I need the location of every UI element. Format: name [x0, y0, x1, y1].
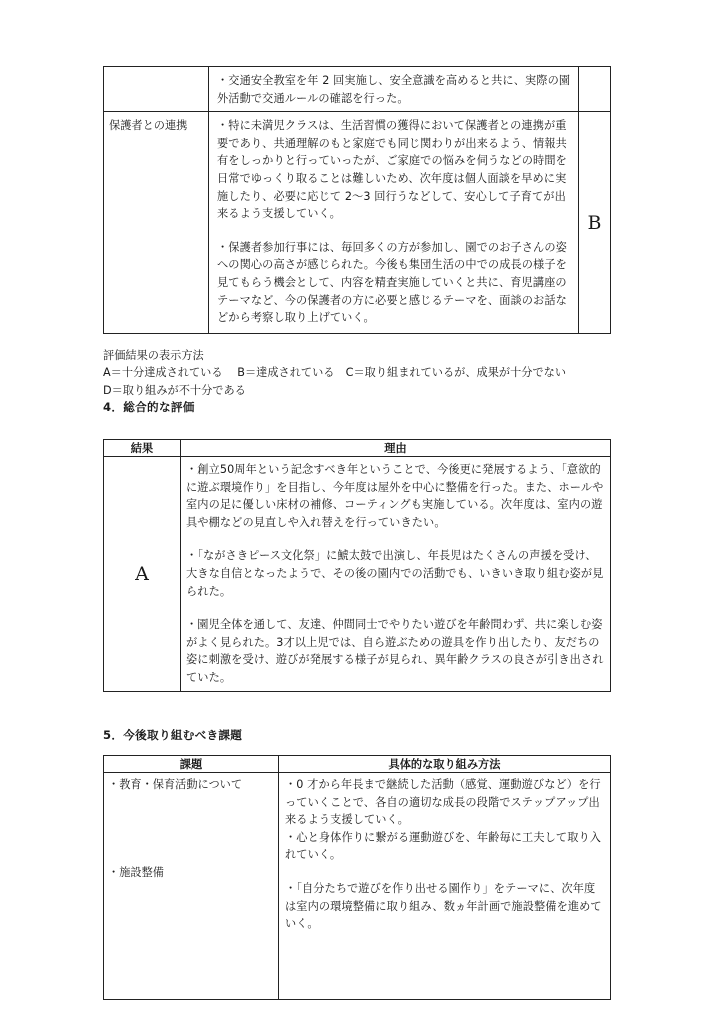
- paragraph: ・「ながさきピース文化祭」に鯱太鼓で出演し、年長児はたくさんの声援を受け、大きな自信となったようで、その後の園内での活動でも、いきいき取り組む姿が見られた。: [186, 549, 604, 598]
- method-item: ・「自分たちで遊びを作り出せる園作り」をテーマに、次年度は室内の環境整備に取り組み、数ヵ年計画で施設整備を進めていく。: [285, 881, 602, 931]
- legend-line: D＝取り組みが不十分である: [103, 383, 246, 397]
- result-grade: A: [104, 457, 181, 692]
- issue-item: ・教育・保育活動について: [108, 778, 243, 791]
- paragraph: ・創立50周年という記念すべき年ということで、今後更に発展するよう、「意欲的に遊ぶ環境作り」を目指し、今年度は屋外を中心に整備を行った。また、ホールや室内の足に優しい床材の補修、コーティングも実施している。次年度は、室内の遊具や棚などの見直しや入れ替えを行っていきたい。: [186, 463, 604, 529]
- paragraph: ・保護者参加行事には、毎回多くの方が参加し、園でのお子さんの姿への関心の高さが感じられた。今後も集団生活の中での成長の様子を見てもらう機会として、内容を精査実施していくと共に、育児講座のテーマなど、今の保護者の方に必要と感じるテーマを、面談のお話などから考察し取り上げていく。: [217, 240, 567, 325]
- column-header: 理由: [181, 440, 611, 457]
- row-grade: [579, 67, 611, 112]
- legend-line: A＝十分達成されている B＝達成されている C＝取り組まれているが、成果が十分でない: [103, 366, 567, 380]
- column-header: 具体的な取り組み方法: [279, 756, 611, 773]
- method-item: ・心と身体作りに繋がる運動遊びを、年齢毎に工夫して取り入れていく。: [285, 830, 602, 862]
- table-row: [104, 773, 611, 1000]
- column-header: 結果: [104, 440, 181, 457]
- paragraph: ・園児全体を通して、友達、仲間同士でやりたい遊びを年齢問わず、共に楽しむ姿がよく見られた。3才以上児では、自ら遊ぶための遊具を作り出したり、友だちの姿に刺激を受け、遊びが発展する様子が見られ、異年齢クラスの良さが引き出されていた。: [186, 618, 604, 684]
- row-grade: B: [579, 112, 611, 334]
- section-heading: 4．総合的な評価: [103, 400, 195, 414]
- paragraph: ・特に未満児クラスは、生活習慣の獲得において保護者との連携が重要であり、共通理解のもと家庭でも同じ関わりが出来るよう、情報共有をしっかりと行っていったが、ご家庭での悩みを伺うなどの時間を日常でゆっくり取ることは難しいため、次年度は個人面談を早めに実施したり、必要に応じて 2～3 回行うなどして、安心して子育てが出来るよう支援していく。: [217, 119, 567, 221]
- row-label: 保護者との連携: [104, 112, 209, 334]
- table-header-row: [104, 440, 611, 457]
- table-row: [104, 67, 611, 112]
- evaluation-legend: [103, 347, 623, 399]
- future-issues-table: [103, 755, 611, 1000]
- column-header: 課題: [104, 756, 279, 773]
- overall-evaluation-table: [103, 439, 611, 692]
- issue-cell: [104, 773, 279, 1000]
- table-row: [104, 112, 611, 334]
- issue-item: ・施設整備: [108, 865, 164, 879]
- evaluation-table: [103, 66, 611, 334]
- section-heading: 5．今後取り組むべき課題: [103, 728, 243, 742]
- table-row: [104, 457, 611, 692]
- method-cell: [279, 773, 611, 1000]
- row-text: [209, 112, 579, 334]
- method-item: ・0 才から年長まで継続した活動（感覚、運動遊びなど）を行っていくことで、各自の適切な成長の段階でステップアップ出来るよう支援していく。: [285, 778, 601, 827]
- row-text: ・交通安全教室を年 2 回実施し、安全意識を高めると共に、実際の園外活動で交通ルールの確認を行った。: [209, 67, 579, 112]
- legend-title: 評価結果の表示方法: [103, 349, 204, 362]
- table-header-row: [104, 756, 611, 773]
- row-label: [104, 67, 209, 112]
- reason-text: [181, 457, 611, 692]
